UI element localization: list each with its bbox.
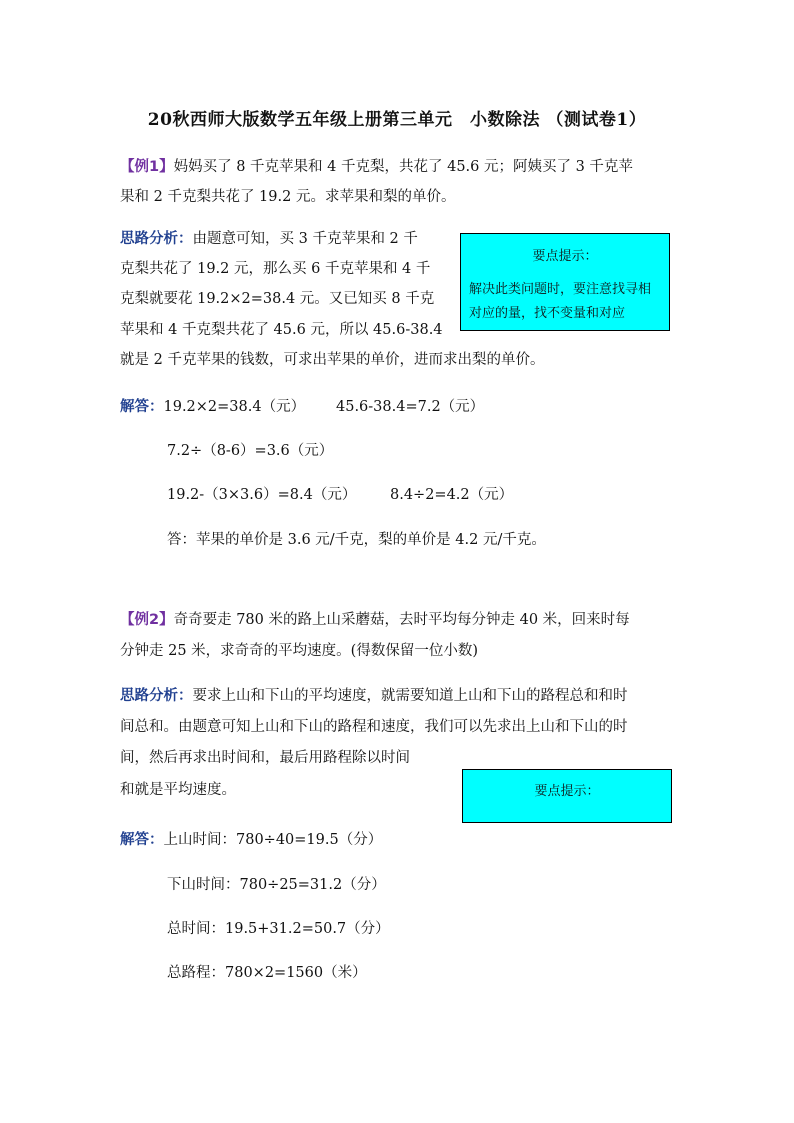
example1-analysis-label: 思路分析： xyxy=(120,231,193,247)
example1-answer-text1a: 19.2×2=38.4（元） xyxy=(163,399,306,415)
example1-answer-line2: 7.2÷（8-6）=3.6（元） xyxy=(167,443,334,459)
example2-answer-line4: 总路程：780×2=1560（米） xyxy=(167,965,367,981)
example2-tip-box xyxy=(462,769,672,823)
example2-analysis-line2: 间总和。由题意可知上山和下山的路程和速度，我们可以先求出上山和下山的时 xyxy=(120,719,628,735)
example1-answer-text1b: 45.6-38.4=7.2（元） xyxy=(336,399,485,415)
example1-tip-title: 要点提示： xyxy=(532,249,598,264)
example2-analysis-label: 思路分析： xyxy=(120,688,193,704)
example2-answer-line1 xyxy=(120,830,382,850)
example1-analysis-line3: 克梨就要花 19.2×2=38.4 元。又已知买 8 千克 xyxy=(120,291,435,307)
example1-question-text1: 妈妈买了 8 千克苹果和 4 千克梨，共花了 45.6 元；阿姨买了 3 千克苹 xyxy=(173,159,633,175)
example2-question-text1: 奇奇要走 780 米的路上山采蘑菇，去时平均每分钟走 40 米，回来时每 xyxy=(173,612,630,628)
example2-analysis-text1: 要求上山和下山的平均速度，就需要知道上山和下山的路程总和和时 xyxy=(192,688,628,704)
example1-analysis-line4: 苹果和 4 千克梨共花了 45.6 元，所以 45.6-38.4 xyxy=(120,322,443,338)
example2-analysis-line3: 间，然后再求出时间和，最后用路程除以时间 xyxy=(120,750,410,766)
example2-answer-line2: 下山时间：780÷25=31.2（分） xyxy=(167,877,386,893)
example1-label: 【例1】 xyxy=(120,159,174,175)
example2-answer-label: 解答： xyxy=(120,832,164,848)
example2-answer-text1: 上山时间：780÷40=19.5（分） xyxy=(163,832,383,848)
example2-analysis-line4: 和就是平均速度。 xyxy=(120,782,236,798)
example2-question-line2: 分钟走 25 米，求奇奇的平均速度。(得数保留一位小数) xyxy=(120,643,478,659)
example1-answer-line3a: 19.2-（3×3.6）=8.4（元） xyxy=(167,487,357,503)
example1-answer-line4: 答：苹果的单价是 3.6 元/千克，梨的单价是 4.2 元/千克。 xyxy=(167,532,546,548)
page-title: 20秋西师大版数学五年级上册第三单元 小数除法 （测试卷1） xyxy=(147,110,647,130)
example1-question-line1 xyxy=(120,157,633,177)
example2-tip-title: 要点提示： xyxy=(534,784,600,799)
example1-analysis-line5: 就是 2 千克苹果的钱数，可求出苹果的单价，进而求出梨的单价。 xyxy=(120,352,545,368)
example1-answer-line3b: 8.4÷2=4.2（元） xyxy=(390,487,514,503)
example1-tip-box xyxy=(460,233,670,331)
example2-analysis-line1 xyxy=(120,686,628,706)
example1-analysis-text1: 由题意可知，买 3 千克苹果和 2 千 xyxy=(192,231,418,247)
example1-answer-label: 解答： xyxy=(120,399,164,415)
example1-answer-line1 xyxy=(120,397,305,417)
example2-question-line1 xyxy=(120,610,630,630)
example1-analysis-line1 xyxy=(120,229,418,249)
example1-analysis-line2: 克梨共花了 19.2 元，那么买 6 千克苹果和 4 千 xyxy=(120,261,431,277)
example1-tip-body: 解决此类问题时，要注意找寻相对应的量，找不变量和对应 xyxy=(469,282,652,321)
example2-answer-line3: 总时间：19.5+31.2=50.7（分） xyxy=(167,921,390,937)
example2-label: 【例2】 xyxy=(120,612,174,628)
example1-question-line2: 果和 2 千克梨共花了 19.2 元。求苹果和梨的单价。 xyxy=(120,189,456,205)
